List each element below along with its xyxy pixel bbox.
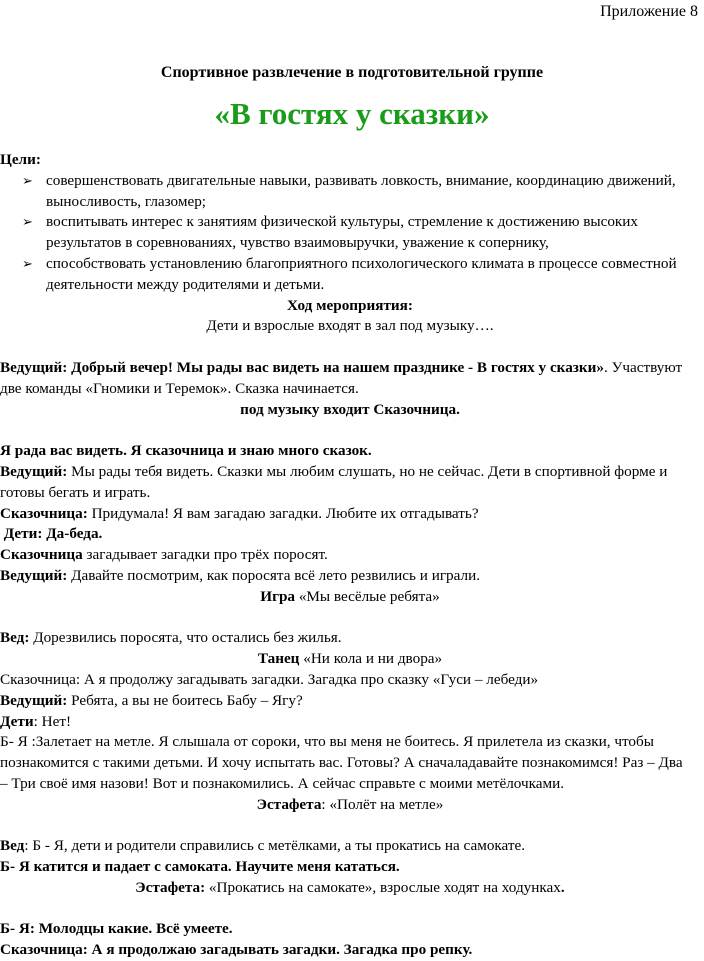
paragraph-storyteller-hello: Я рада вас видеть. Я сказочница и знаю много сказок. [0, 442, 372, 460]
event-heading: Ход мероприятия: [287, 296, 413, 314]
paragraph-host-3: Ведущий: Ребята, а вы не боитесь Бабу – Ягу? [0, 691, 303, 709]
paragraph-teams: две команды «Гномики и Теремок». Сказка начинается. [0, 379, 359, 397]
spacer [0, 899, 700, 920]
document-subtitle: Спортивное развлечение в подготовительной группе [160, 64, 544, 81]
paragraph-storyteller-1: Сказочница: Придумала! Я вам загадаю загадки. Любите их отгадывать? [0, 504, 479, 522]
paragraph-ved-2: Вед: Б - Я, дети и родители справились с метёлками, а ты прокатись на самокате. [0, 837, 526, 855]
goals-list [0, 171, 700, 296]
document-title: «В гостях у сказки» [214, 96, 490, 131]
arrow-bullet-icon: ➢ [22, 214, 33, 230]
paragraph-storyteller-2: Сказочница загадывает загадки про трёх поросят. [0, 546, 328, 564]
spacer [0, 608, 700, 629]
paragraph-storyteller-4: Сказочница: А я продолжаю загадывать загадки. Загадка про репку. [0, 941, 473, 959]
paragraph-kids-1: Дети: Да-беда. [0, 525, 103, 543]
appendix-number: Приложение 8 [600, 3, 698, 20]
paragraph-baba-yaga-2: Б- Я катится и падает с самоката. Научите меня кататься. [0, 858, 400, 876]
dance-title: Танец «Ни кола и ни двора» [257, 650, 443, 668]
paragraph-ved-1: Вед: Дорезвились поросята, что остались без жилья. [0, 629, 342, 647]
paragraph-host-2: Ведущий: Давайте посмотрим, как поросята всё лето резвились и играли. [0, 566, 481, 584]
paragraph-kids-2: Дети: Нет! [0, 712, 72, 730]
relay-title-2: Эстафета: «Прокатись на самокате», взрослые ходят на ходунках. [135, 878, 565, 896]
relay-title-1: Эстафета: «Полёт на метле» [256, 795, 444, 813]
paragraph-baba-yaga-1-cont: познакомится с такими детьми. И хочу испытать вас. Готовы? А сначаладавайте познакомимся! Раз – Два [0, 754, 683, 772]
stage-direction-storyteller: под музыку входит Сказочница. [240, 400, 460, 418]
event-intro: Дети и взрослые входят в зал под музыку…. [206, 317, 494, 335]
paragraph-storyteller-3: Сказочница: А я продолжу загадывать загадки. Загадка про сказку «Гуси – лебеди» [0, 670, 539, 688]
spacer [0, 420, 700, 441]
arrow-bullet-icon: ➢ [22, 172, 33, 188]
paragraph-host-1: Ведущий: Мы рады тебя видеть. Сказки мы любим слушать, но не сейчас. Дети в спортивной форме и [0, 462, 668, 480]
paragraph-baba-yaga-3: Б- Я: Молодцы какие. Всё умеете. [0, 920, 233, 938]
document-body [0, 150, 700, 961]
paragraph-host-1-cont: готовы бегать и играть. [0, 483, 151, 501]
arrow-bullet-icon: ➢ [22, 255, 33, 271]
paragraph-host-greeting: Ведущий: Добрый вечер! Мы рады вас видеть на нашем празднике - В гостях у сказки». Участвуют [0, 358, 683, 376]
goal-item: ➢ способствовать установлению благоприятного психологического климата в процессе совместной деятельности между родителями и детьми. [22, 254, 677, 293]
goal-item: ➢ совершенствовать двигательные навыки, развивать ловкость, внимание, координацию движений, выносливость, глазомер; [22, 171, 676, 210]
game-title: Игра «Мы весёлые ребята» [260, 587, 440, 605]
spacer [0, 337, 700, 358]
paragraph-baba-yaga-1-cont: – Три своё имя назови! Вот и познакомились. А сейчас справьте с моими метёлочками. [0, 774, 565, 792]
spacer [0, 816, 700, 837]
paragraph-baba-yaga-1: Б- Я :Залетает на метле. Я слышала от сороки, что вы меня не боитесь. Я прилетела из сказки, чтобы [0, 733, 654, 751]
goal-item: ➢ воспитывать интерес к занятиям физической культуры, стремление к достижению высоких результатов в соревнованиях, чувство взаимовыручки, уважение к сопернику, [22, 213, 639, 252]
goals-label: Цели: [0, 151, 41, 168]
